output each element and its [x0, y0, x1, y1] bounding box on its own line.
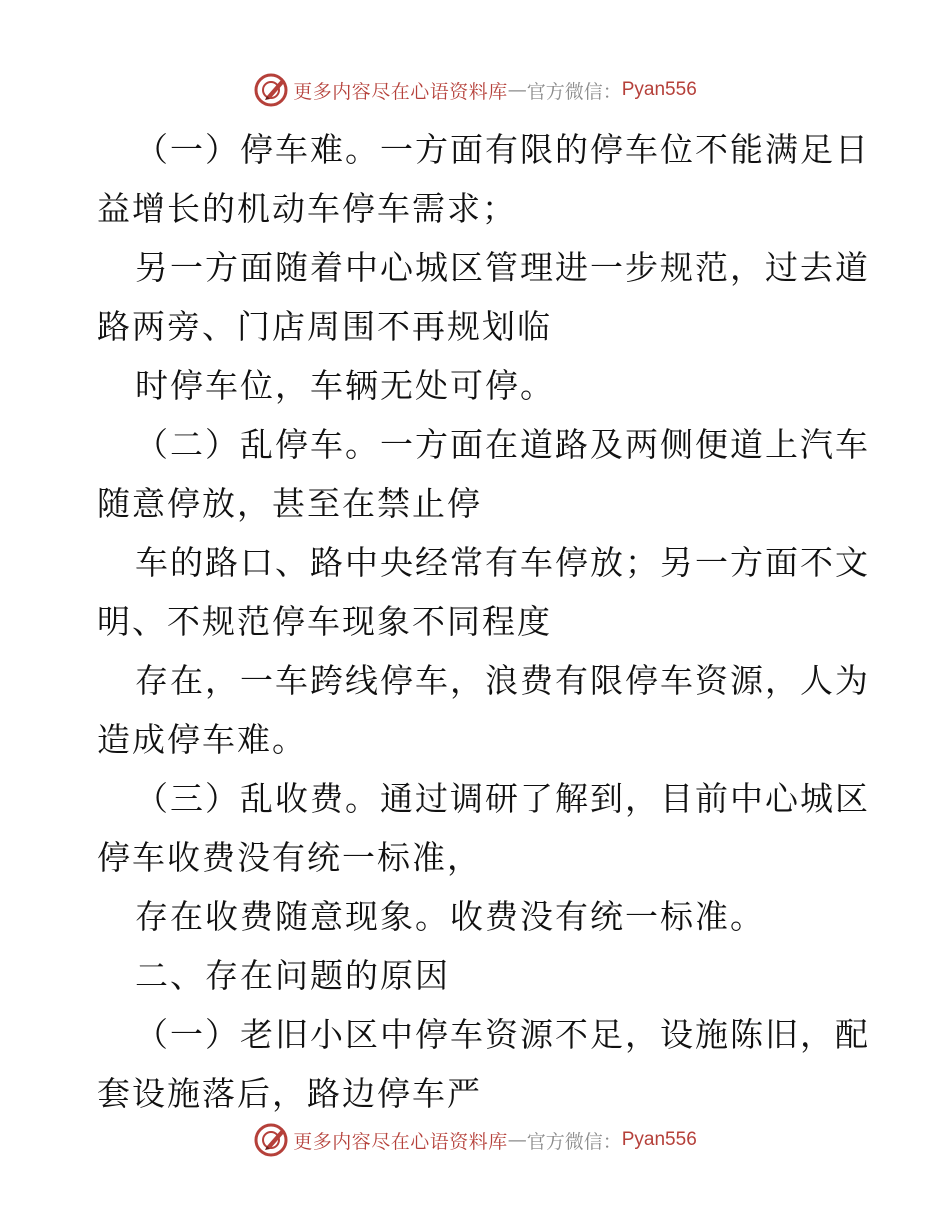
footer-banner	[0, 1120, 950, 1160]
text-line: 随意停放，甚至在禁止停	[97, 484, 482, 523]
text-line: （二）乱停车。一方面在道路及两侧便道上汽车	[135, 425, 870, 464]
text-line: 存在，一车跨线停车，浪费有限停车资源，人为	[135, 661, 870, 700]
brand-logo-icon	[253, 72, 289, 108]
text-line: 时停车位，车辆无处可停。	[135, 366, 555, 405]
text-line: 停车收费没有统一标准，	[97, 838, 482, 877]
banner-official-label: 官方微信：	[526, 1130, 622, 1153]
banner-dash: —	[507, 79, 527, 101]
banner-slogan: 更多内容尽在心语资料库	[293, 80, 508, 103]
text-line: 明、不规范停车现象不同程度	[97, 602, 552, 641]
text-line: 套设施落后，路边停车严	[97, 1074, 482, 1113]
text-line: 路两旁、门店周围不再规划临	[97, 307, 552, 346]
section-heading: 二、存在问题的原因	[135, 956, 450, 995]
banner-dash: —	[507, 1129, 527, 1151]
text-line: 另一方面随着中心城区管理进一步规范，过去道	[135, 248, 870, 287]
brand-logo-icon	[253, 1122, 289, 1158]
text-line: 益增长的机动车停车需求；	[97, 189, 517, 228]
header-banner	[0, 70, 950, 110]
text-line: 存在收费随意现象。收费没有统一标准。	[135, 897, 765, 936]
banner-wechat-handle: Pyan556	[621, 1129, 697, 1150]
banner-official-label: 官方微信：	[526, 80, 622, 103]
text-line: 造成停车难。	[97, 720, 307, 759]
banner-wechat-handle: Pyan556	[621, 79, 697, 100]
text-line: （一）老旧小区中停车资源不足，设施陈旧，配	[135, 1015, 870, 1054]
banner-slogan: 更多内容尽在心语资料库	[293, 1130, 508, 1153]
text-line: （一）停车难。一方面有限的停车位不能满足日	[135, 130, 870, 169]
text-line: 车的路口、路中央经常有车停放；另一方面不文	[135, 543, 870, 582]
text-line: （三）乱收费。通过调研了解到，目前中心城区	[135, 779, 870, 818]
document-body	[97, 120, 870, 1123]
